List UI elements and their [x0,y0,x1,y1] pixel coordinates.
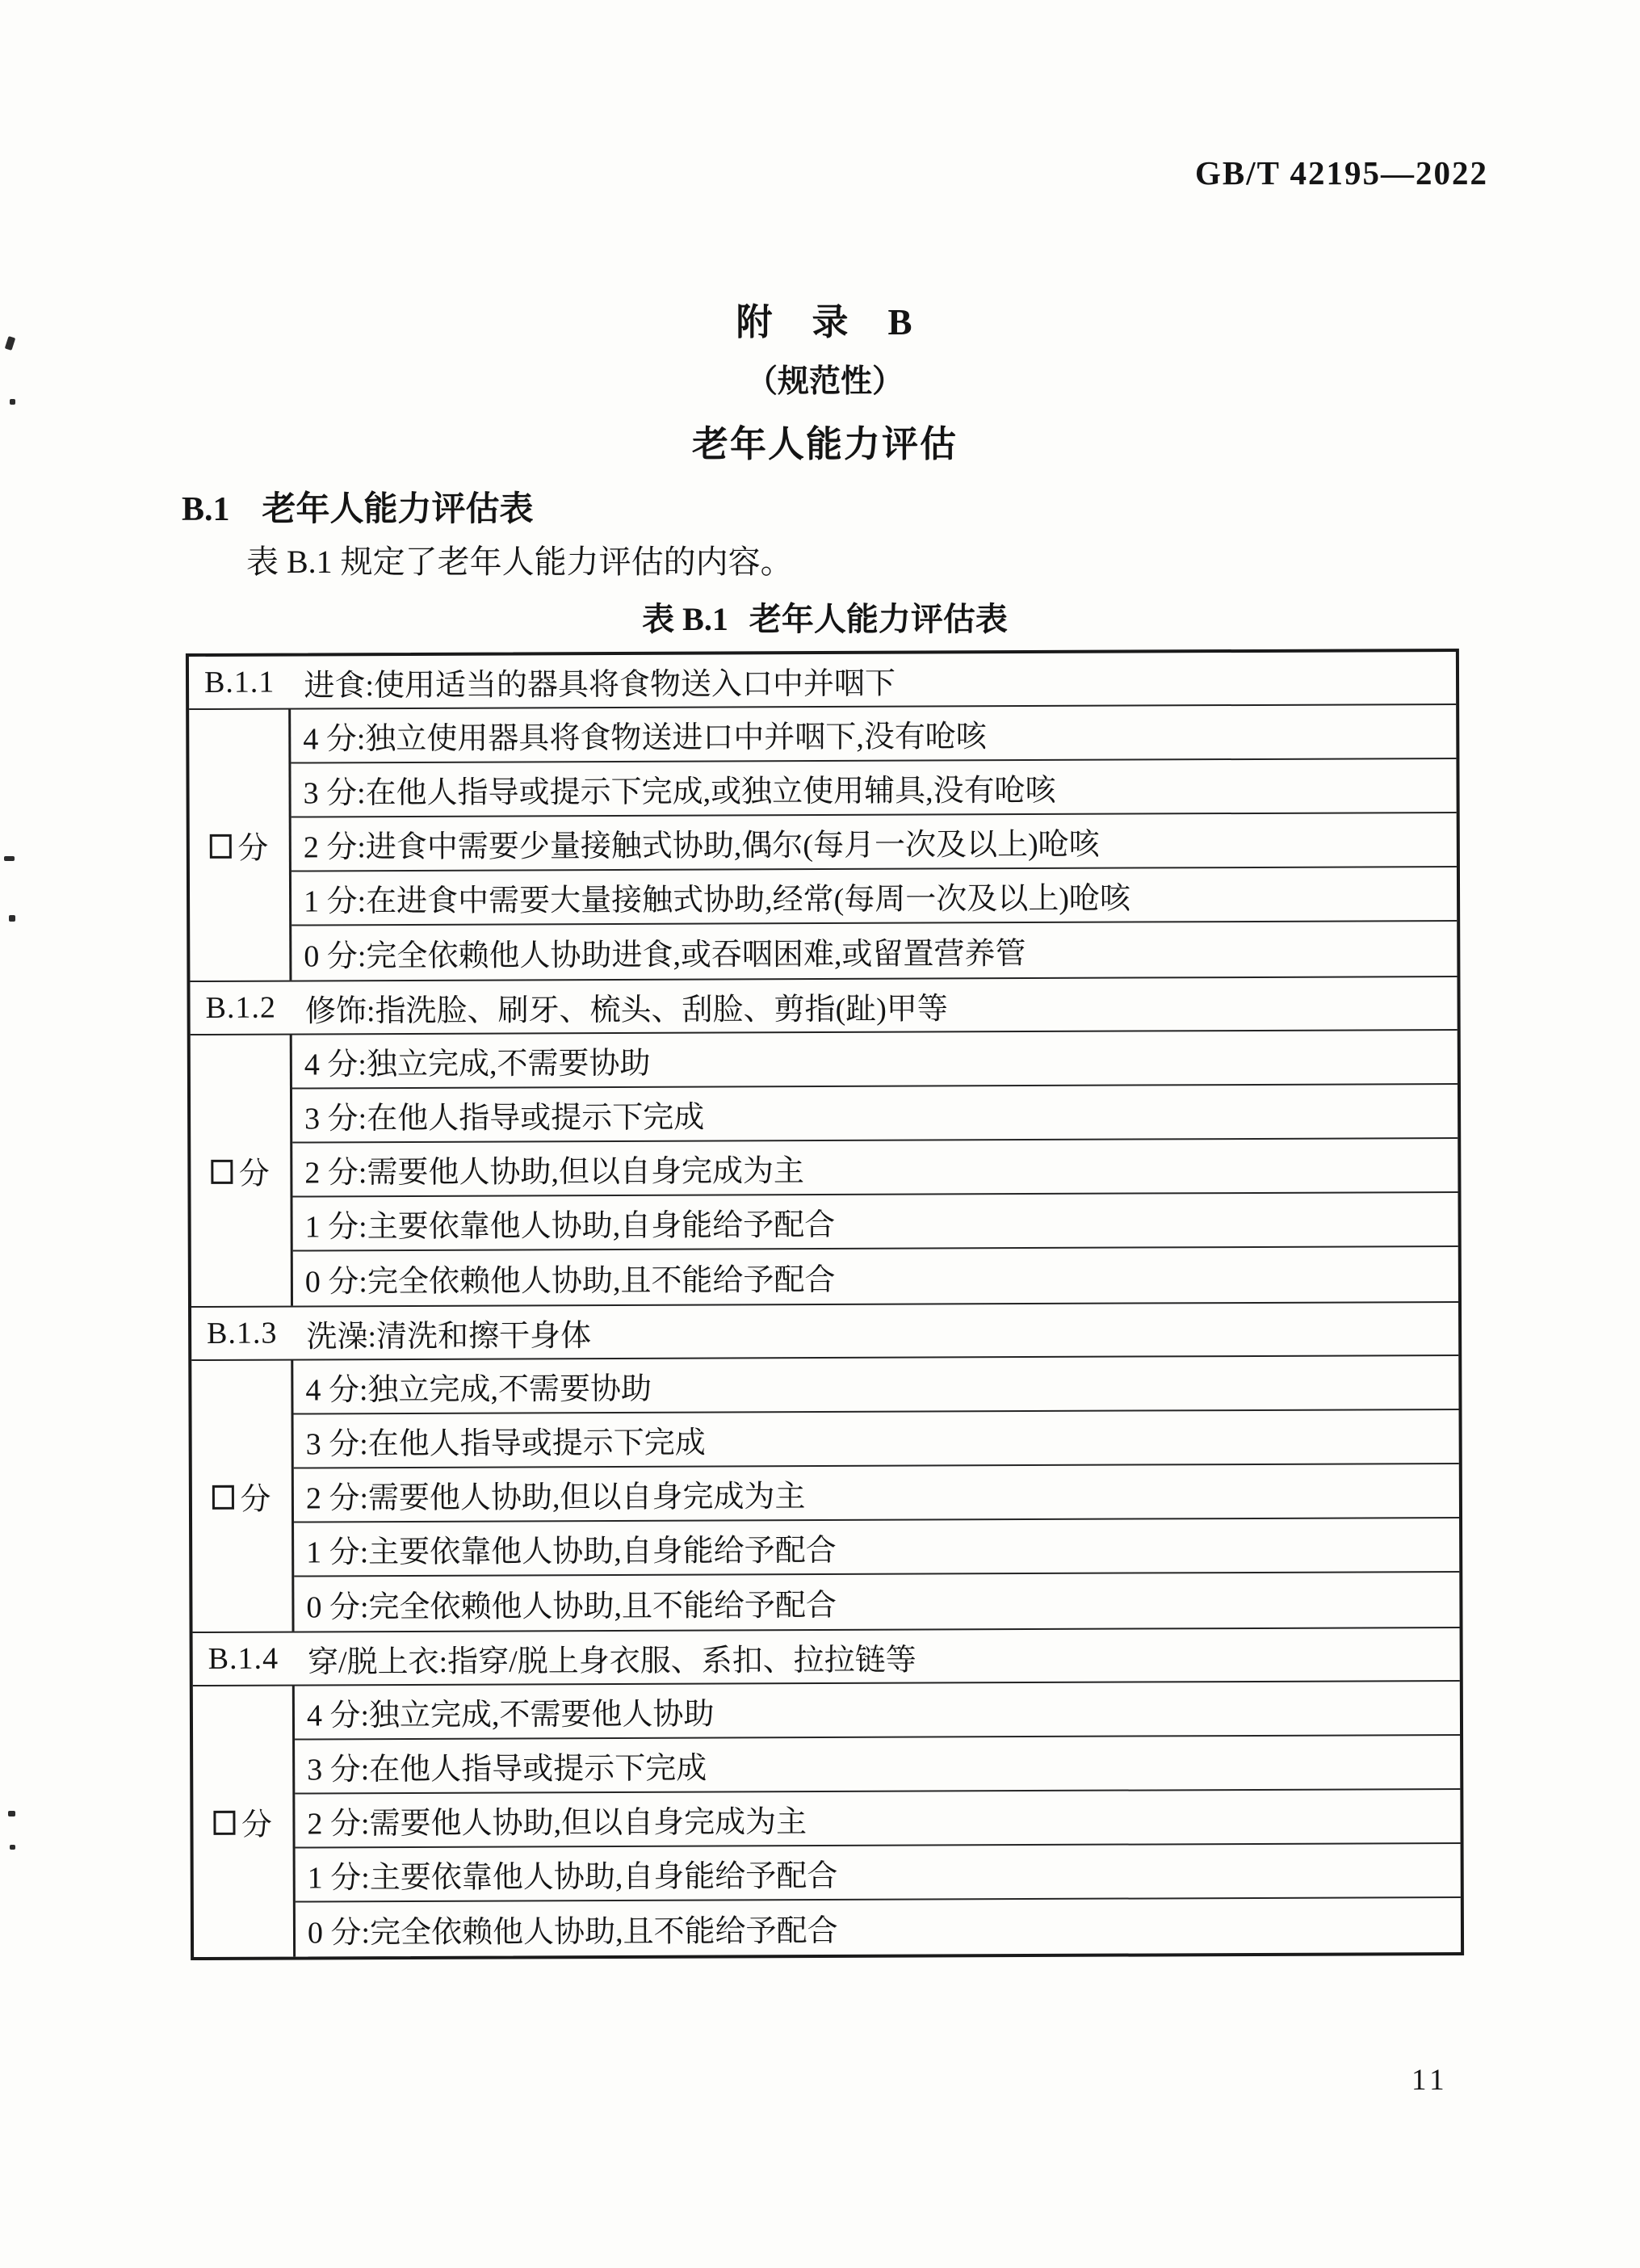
table-caption [188,594,1462,640]
table-row: 4 分:独立完成,不需要他人协助 [295,1682,1460,1741]
appendix-title: 附 录 B [736,302,914,342]
score-cell-label: 分 [238,1157,270,1191]
table-section-b11 [189,652,1458,982]
score-cell [191,1035,293,1306]
section-title: 洗澡:清洗和擦干身体 [306,1318,592,1354]
table-caption-label: 表 B.1 [642,601,728,637]
section-header-row [190,977,1457,1034]
section-code: B.1.1 [203,665,275,699]
table-section-b13 [191,1303,1460,1633]
score-cell [189,710,292,981]
section-b1-title: 老年人能力评估表 [262,491,534,528]
section-title: 修饰:指洗脸、刷牙、梳头、刮脸、剪指(趾)甲等 [304,991,948,1028]
score-cell [193,1686,296,1957]
section-b1-heading [182,482,534,531]
table-row: 2 分:需要他人协助,但以自身完成为主 [292,1139,1458,1198]
page-number: 11 [1411,2064,1449,2097]
scan-speck [5,336,16,351]
section-code: B.1.3 [207,1316,278,1350]
section-title: 进食:使用适当的器具将食物送入口中并咽下 [304,666,896,703]
section-body [193,1680,1461,1957]
section-header-row [189,652,1456,708]
section-body [191,1029,1458,1306]
table-row: 3 分:在他人指导或提示下完成 [294,1410,1459,1469]
table-row: 1 分:主要依靠他人协助,自身能给予配合 [294,1518,1459,1577]
scan-speck [9,915,15,922]
appendix-title-block [188,292,1462,467]
table-row: 2 分:需要他人协助,但以自身完成为主 [294,1464,1459,1523]
section-body [191,1354,1459,1632]
section-title: 穿/脱上衣:指穿/脱上身衣服、系扣、拉拉链等 [307,1643,916,1679]
score-cell-label: 分 [237,831,269,866]
score-rows [292,1031,1458,1306]
section-b1-code: B.1 [182,491,230,528]
appendix-subject-title: 老年人能力评估 [691,424,958,464]
table-row: 3 分:在他人指导或提示下完成 [292,1085,1458,1144]
table-row: 1 分:主要依靠他人协助,自身能给予配合 [292,1193,1458,1252]
table-row: 3 分:在他人指导或提示下完成 [295,1736,1460,1795]
scan-speck [10,1845,15,1850]
table-row: 0 分:完全依赖他人协助,且不能给予配合 [306,1588,837,1625]
intro-paragraph: 表 B.1 规定了老年人能力评估的内容。 [246,544,793,580]
score-box-icon [212,1485,234,1509]
scan-speck [10,399,15,405]
scan-speck [4,856,15,861]
table-row: 2 分:需要他人协助,但以自身完成为主 [295,1790,1460,1849]
score-box-icon [210,834,232,858]
assessment-table [186,649,1464,1960]
table-section-b12 [190,977,1458,1308]
table-section-b14 [193,1628,1462,1957]
table-row: 4 分:独立完成,不需要协助 [292,1031,1458,1090]
appendix-normative-label: （规范性） [745,364,904,399]
table-row: 0 分:完全依赖他人协助,且不能给予配合 [307,1913,838,1951]
section-code: B.1.2 [205,990,277,1025]
score-box-icon [214,1810,236,1834]
score-box-icon [212,1159,233,1183]
section-code: B.1.4 [208,1641,279,1676]
table-row: 1 分:在进食中需要大量接触式协助,经常(每周一次及以上)呛咳 [292,867,1457,926]
table-row: 3 分:在他人指导或提示下完成,或独立使用辅具,没有呛咳 [291,759,1456,818]
table-row: 4 分:独立完成,不需要协助 [293,1356,1458,1415]
table-row: 0 分:完全依赖他人协助进食,或吞咽困难,或留置营养管 [304,937,1026,974]
table-row: 0 分:完全依赖他人协助,且不能给予配合 [304,1262,836,1300]
table-caption-text: 老年人能力评估表 [749,601,1008,637]
table-row: 4 分:独立使用器具将食物送进口中并咽下,没有呛咳 [291,705,1456,764]
score-rows [293,1356,1459,1632]
score-rows [295,1682,1461,1957]
section-header-row [193,1628,1460,1685]
section-header-row [191,1303,1458,1359]
doc-number: GB/T 42195—2022 [1195,154,1488,191]
scan-speck [8,1811,15,1816]
section-body [189,704,1457,981]
table-row: 1 分:主要依靠他人协助,自身能给予配合 [296,1844,1461,1903]
score-rows [291,705,1457,981]
score-cell-label: 分 [240,1482,271,1517]
table-row: 2 分:进食中需要少量接触式协助,偶尔(每月一次及以上)呛咳 [292,813,1457,872]
score-cell-label: 分 [241,1808,273,1842]
score-cell [191,1361,294,1632]
